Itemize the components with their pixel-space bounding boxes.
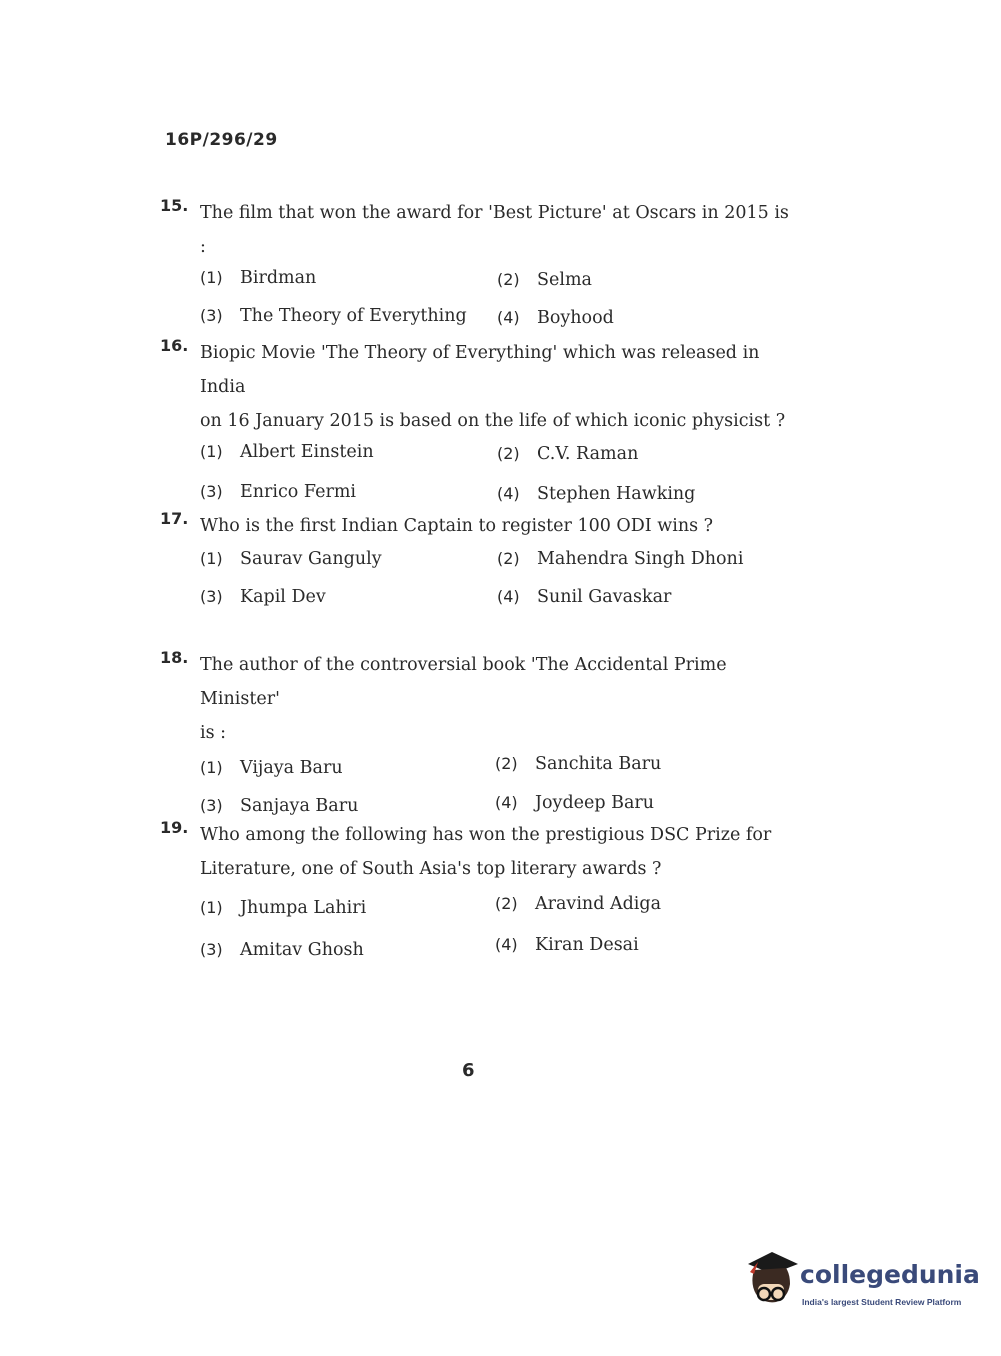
question-15 — [160, 196, 800, 348]
option-1 — [200, 898, 366, 918]
option-3 — [200, 940, 364, 960]
question-number: 15. — [160, 196, 189, 215]
option-2 — [495, 754, 661, 774]
option-number: (4) — [495, 935, 518, 954]
option-number: (1) — [200, 442, 223, 461]
option-2 — [497, 549, 743, 569]
option-number: (3) — [200, 482, 223, 501]
question-18 — [160, 648, 800, 834]
option-number: (4) — [495, 793, 518, 812]
option-number: (1) — [200, 268, 223, 287]
option-text: Kapil Dev — [240, 587, 326, 607]
option-number: (2) — [497, 549, 520, 568]
option-number: (2) — [497, 270, 520, 289]
option-2 — [495, 894, 661, 914]
option-text: The Theory of Everything — [240, 306, 467, 326]
option-number: (1) — [200, 898, 223, 917]
option-text: Birdman — [240, 268, 317, 288]
question-number: 16. — [160, 336, 189, 355]
option-4 — [497, 587, 671, 607]
question-number: 18. — [160, 648, 189, 667]
option-1 — [200, 268, 316, 288]
question-stem — [200, 196, 800, 264]
option-4 — [497, 484, 695, 504]
option-3 — [200, 587, 326, 607]
stem-line: on 16 January 2015 is based on the life of which iconic physicist ? — [200, 411, 786, 431]
option-text: C.V. Raman — [537, 444, 639, 464]
option-text: Mahendra Singh Dhoni — [537, 549, 744, 569]
option-text: Saurav Ganguly — [240, 549, 382, 569]
option-text: Sanchita Baru — [535, 754, 662, 774]
paper-code: 16P/296/29 — [165, 130, 278, 150]
option-1 — [200, 549, 382, 569]
question-number: 19. — [160, 818, 189, 837]
option-4 — [497, 308, 614, 328]
option-3 — [200, 796, 358, 816]
option-3 — [200, 482, 356, 502]
option-number: (1) — [200, 549, 223, 568]
question-19 — [160, 818, 800, 970]
option-number: (4) — [497, 587, 520, 606]
options — [160, 890, 800, 970]
question-stem — [200, 336, 800, 438]
option-number: (4) — [497, 484, 520, 503]
options — [160, 547, 800, 627]
option-text: Albert Einstein — [240, 442, 374, 462]
question-stem — [200, 648, 800, 750]
option-number: (2) — [495, 894, 518, 913]
option-text: Stephen Hawking — [537, 484, 696, 504]
option-text: Enrico Fermi — [240, 482, 357, 502]
option-text: Boyhood — [537, 308, 614, 328]
stem-line: Who is the first Indian Captain to register 100 ODI wins ? — [200, 516, 714, 536]
option-4 — [495, 793, 654, 813]
brand-name: collegedunia — [800, 1260, 980, 1289]
stem-line: Literature, one of South Asia's top literary awards ? — [200, 859, 662, 879]
stem-line: The author of the controversial book 'The Accidental Prime Minister' — [200, 655, 727, 709]
option-number: (1) — [200, 758, 223, 777]
option-4 — [495, 935, 639, 955]
option-text: Amitav Ghosh — [240, 940, 364, 960]
page-number: 6 — [462, 1060, 475, 1081]
question-number: 17. — [160, 509, 189, 528]
option-3 — [200, 306, 467, 326]
option-number: (3) — [200, 306, 223, 325]
option-1 — [200, 758, 343, 778]
stem-line: is : — [200, 723, 227, 743]
option-number: (3) — [200, 587, 223, 606]
option-number: (3) — [200, 796, 223, 815]
stem-line: The film that won the award for 'Best Picture' at Oscars in 2015 is : — [200, 203, 789, 257]
option-1 — [200, 442, 374, 462]
option-text: Sunil Gavaskar — [537, 587, 672, 607]
question-stem — [200, 509, 800, 543]
option-text: Sanjaya Baru — [240, 796, 359, 816]
collegedunia-logo — [742, 1250, 980, 1312]
option-2 — [497, 444, 638, 464]
stem-line: Biopic Movie 'The Theory of Everything' which was released in India — [200, 343, 760, 397]
option-number: (2) — [497, 444, 520, 463]
option-text: Vijaya Baru — [240, 758, 343, 778]
question-stem — [200, 818, 800, 886]
question-16 — [160, 336, 800, 522]
question-17 — [160, 509, 800, 627]
mascot-icon — [742, 1250, 800, 1312]
option-number: (3) — [200, 940, 223, 959]
option-text: Joydeep Baru — [535, 793, 655, 813]
option-2 — [497, 270, 592, 290]
brand-tagline: India's largest Student Review Platform — [802, 1297, 962, 1307]
option-text: Aravind Adiga — [535, 894, 662, 914]
stem-line: Who among the following has won the prestigious DSC Prize for — [200, 825, 772, 845]
option-text: Selma — [537, 270, 592, 290]
option-text: Kiran Desai — [535, 935, 639, 955]
option-number: (4) — [497, 308, 520, 327]
option-text: Jhumpa Lahiri — [240, 898, 367, 918]
option-number: (2) — [495, 754, 518, 773]
